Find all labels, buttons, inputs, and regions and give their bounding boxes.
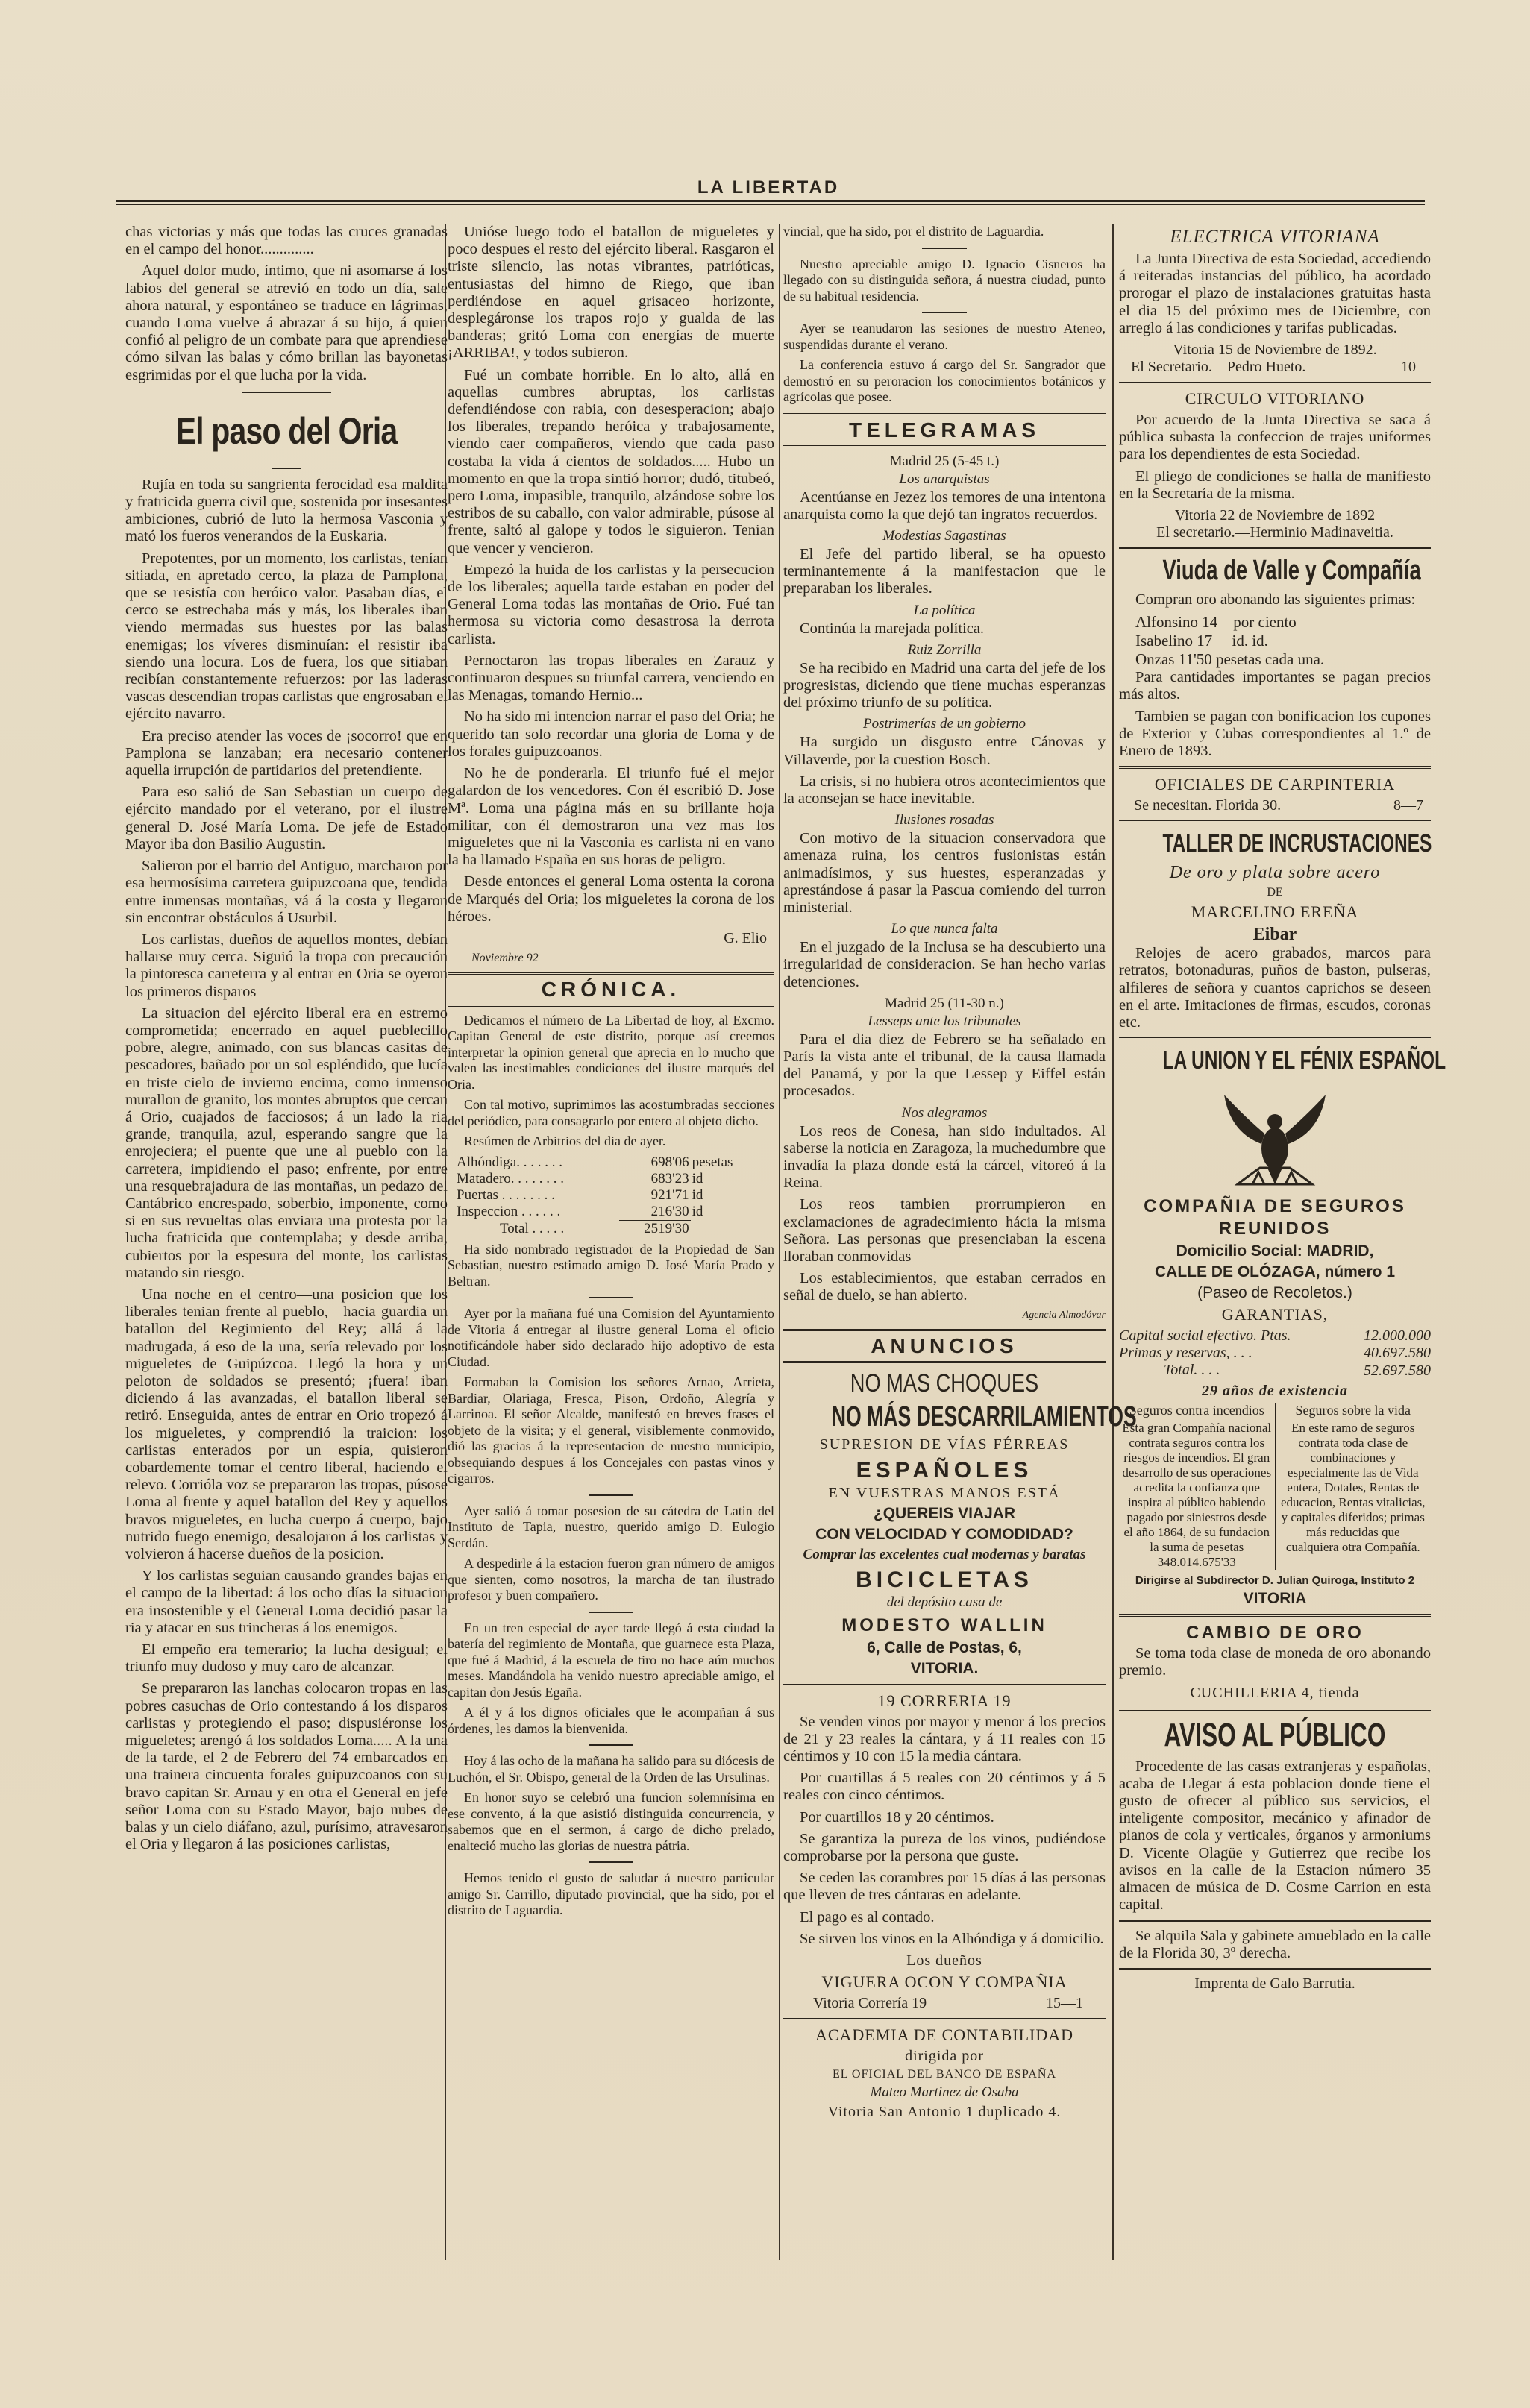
paragraph: Aquel dolor mudo, íntimo, que ni asomarse á los labios del general se atrevió en todo un día, sale ahora natural, y espontáneo se traduce en lágrimas, cuando Loma vuelve á abrazar á su hijo, á quien confió al peligro de un combate para que aprendiese cómo silvan las balas y cómo brillan las bayonetas esgrimidas por el que lucha por la vida. <box>125 263 448 383</box>
paragraph: Desde entonces el general Loma ostenta la corona de Marqués del Oria; los migueletes la corona de los héroes. <box>448 873 774 925</box>
paragraph: vincial, que ha sido, por el distrito de Laguardia. <box>783 224 1044 239</box>
ad-headline: ACADEMIA DE CONTABILIDAD <box>815 2025 1074 2045</box>
telegram-heading: Modestias Sagastinas <box>882 527 1006 544</box>
telegram-date: Madrid 25 (11-30 n.) <box>885 995 1004 1011</box>
paragraph: Ayer se reanudaron las sesiones de nuestro Ateneo, suspendidas durante el verano. <box>783 321 1106 352</box>
subheading: Seguros contra incendios <box>1129 1403 1264 1418</box>
paragraph: El empeño era temerario; la lucha desigual; el triunfo muy dudoso y muy caro de alcanzar. <box>125 1641 448 1676</box>
paragraph: Hemos tenido el gusto de saludar á nuestro particular amigo Sr. Carrillo, diputado provincial, que ha sido, por el distrito de Laguardia. <box>448 1870 774 1918</box>
paragraph: Ayer por la mañana fué una Comision del Ayuntamiento de Vitoria á entregar al ilustre general Loma el oficio notificándole haber sido declarado hijo adoptivo de esta Ciudad. <box>448 1306 774 1369</box>
table-cell: Alhóndiga. . . . . . . <box>457 1154 562 1170</box>
ad-address: CUCHILLERIA 4, tienda <box>1190 1684 1360 1701</box>
paragraph: Esta gran Compañía nacional contrata seguros contra los riesgos de incendios. El gran desarrollo de sus operaciones acredita la confianza que inspira al público habiendo pagado por siniestros desde el año 1864, de su fundacion la suma de pesetas 348.014.675'33 <box>1122 1421 1272 1570</box>
ad-text: MARCELINO EREÑA <box>1191 902 1359 922</box>
telegram-heading: Postrimerías de un gobierno <box>863 716 1026 732</box>
table-cell: 698'06 <box>650 1154 689 1170</box>
divider <box>1119 1614 1431 1617</box>
table-row <box>455 1204 756 1221</box>
ad-text: 6, Calle de Postas, 6, <box>867 1638 1022 1656</box>
masthead: LA LIBERTAD <box>697 177 840 198</box>
ad-text: Mateo Martinez de Osaba <box>870 2084 1019 2101</box>
paragraph: Ayer salió á tomar posesion de su cátedra de Latin del Instituto de Tapia, nuestro, querido amigo D. Eulogio Serdán. <box>448 1503 774 1550</box>
paragraph: Ha surgido un disgusto entre Cánovas y Villaverde, por la cuestion Bosch. <box>783 734 1106 768</box>
insurance-life <box>1276 1403 1432 1570</box>
ad-text: ¿QUEREIS VIAJAR <box>873 1504 1016 1522</box>
agency-credit: Agencia Almodóvar <box>1022 1309 1106 1321</box>
paragraph: No ha sido mi intencion narrar el paso del Oria; he querido tan solo recordar una gloria de Loma y de los forales guipuzcoanos. <box>448 708 774 760</box>
paragraph: Para cantidades importantes se pagan precios más altos. <box>1119 669 1431 703</box>
table-cell: 216'30 <box>650 1203 689 1219</box>
ad-text: CALLE DE OLÓZAGA, número 1 <box>1154 1263 1395 1281</box>
article-date: Noviembre 92 <box>471 951 539 964</box>
ad-text: Domicilio Social: MADRID, <box>1176 1242 1374 1260</box>
table-row <box>455 1154 756 1171</box>
table-cell: 2519'30 <box>619 1220 691 1237</box>
ad-address: Vitoria Correría 19 <box>813 1995 927 2012</box>
divider <box>1119 382 1431 383</box>
ad-text: DE <box>1267 886 1283 899</box>
ad-text: (Paseo de Recoletos.) <box>1197 1284 1352 1302</box>
paragraph: chas victorias y más que todas las cruces granadas en el campo del honor.............. <box>125 224 448 258</box>
paragraph: Los reos tambien prorrumpieron en exclamaciones de agradecimiento hácia la misma Señora. Las personas que presenciaban la escena lloraban conmovidas <box>783 1196 1106 1265</box>
ad-headline: Viuda de Valle y Compañía <box>1162 555 1421 587</box>
paragraph: Se prepararon las lanchas colocaron tropas en las pobres casuchas de Orio contestando á los disparos carlistas y protegiendo el paso; dispusiéronse los migueletes; arengó á los soldados Loma..... A la una de la tarde, el 2 de Febrero del 74 embarcados en una trainera cincuenta forales guipuzcoanos con su bravo capitan Sr. Arnau y en otra el General en jefe señor Loma con su Estado Mayor, bajo nubes de balas y un cielo diáfano, azul, purísimo, atravesaron el Oria y llegaron á las posiciones carlistas, <box>125 1680 448 1853</box>
guarantee-value: 40.697.580 <box>1364 1345 1431 1362</box>
table-row-total <box>455 1220 756 1237</box>
ad-headline: BICICLETAS <box>856 1567 1033 1592</box>
paragraph: En un tren especial de ayer tarde llegó á esta ciudad la batería del regimiento de Montaña, que guarnece esta Plaza, que fué á Madrid, á la escuela de tiro no hace aún muchos meses. Mandándola ha venido nuestro apreciable amigo, el capitan don Jesús Egaña. <box>448 1620 774 1700</box>
ad-footer <box>783 1995 1106 2012</box>
paragraph: Los establecimientos, que estaban cerrados en señal de duelo, se han abierto. <box>783 1270 1106 1304</box>
guarantee-label: Capital social efectivo. Ptas. <box>1119 1327 1291 1345</box>
table-cell: Total . . . . . <box>500 1220 565 1236</box>
table-cell: 683'23 <box>650 1170 689 1186</box>
ad-footer <box>1119 797 1431 814</box>
ad-text: 29 años de existencia <box>1202 1383 1348 1400</box>
paragraph: Procedente de las casas extranjeras y españolas, acaba de Llegar á esta poblacion donde tiene el gusto de ofrecer al público sus servicios, el inteligente compositor, mecánico y afinador de pianos de cola y verticales, órganos y armoniums D. Vicente Olagüe y Gutierrez que recibe los avisos en la calle de la Estacion número 35 almacen de música de D. Cosme Carrion en esta capital. <box>1119 1758 1431 1914</box>
ad-headline: 19 CORRERIA 19 <box>877 1691 1012 1710</box>
table-cell: Puertas . . . . . . . . <box>457 1186 555 1203</box>
separator <box>922 312 967 313</box>
paragraph: Se venden vinos por mayor y menor á los precios de 21 y 23 reales la cántara, y á 11 reales con 15 céntimos y 10 con 15 la media cántara. <box>783 1713 1106 1765</box>
ad-footer <box>1119 359 1431 376</box>
guarantee-value: 12.000.000 <box>1364 1327 1431 1345</box>
paragraph: Se garantiza la pureza de los vinos, pudiéndose comprobarse por la persona que guste. <box>783 1830 1106 1865</box>
column-divider <box>779 224 780 2260</box>
ad-headline: CIRCULO VITORIANO <box>1185 389 1365 409</box>
paragraph: El pliego de condiciones se halla de manifiesto en la Secretaría de la misma. <box>1119 468 1431 502</box>
ad-text: Se necesitan. Florida 30. <box>1134 797 1282 814</box>
ad-subhead: EN VUESTRAS MANOS ESTÁ <box>828 1484 1061 1501</box>
ad-date: Vitoria 15 de Noviembre de 1892. <box>1173 342 1377 359</box>
column-4 <box>1119 224 1446 1993</box>
paragraph: Rujía en toda su sangrienta ferocidad esa maldita y fratricida guerra civil que, sostenida por insesantes ambiciones, cubrió de luto la hermosa Vasconia y mató los fueros venerandos de la Euskaria. <box>125 476 448 545</box>
paragraph: Dedicamos el número de La Libertad de hoy, al Excmo. Capitan General de este distrito, porque así creemos interpretar la opinion general que aprecia en lo mucho que valen las inestimables condiciones del ilustre marqués del Oria. <box>448 1012 774 1092</box>
masthead-rule <box>116 200 1425 202</box>
table-cell: pesetas <box>692 1154 733 1170</box>
paragraph: Por cuartillos 18 y 20 céntimos. <box>800 1808 994 1826</box>
ad-text: VITORIA. <box>910 1659 979 1677</box>
ad-text: EL OFICIAL DEL BANCO DE ESPAÑA <box>832 2068 1057 2081</box>
paragraph: La situacion del ejército liberal era en estremo comprometida; encerrado en aquel pueblecillo pobre, alegre, animado, con sus blancas casitas de pescadores, bañado por un sol espléndido, que lucía en triste cielo de invierno encima, como inmenso murallon de granito, los montes abruptos que cercan á Orio, cuajados de facciosos; á un lado la ria grande, tranquila, azul, esperando sangre que la enrojeciera; el puente que une al pueblo con la carretera, impidiendo el paso; enfrente, por entre una resquebrajadura de las montañas, un pedazo del Cantábrico encrespado, soberbio, imponente, como si en sus revueltas olas enviara una protesta por la lucha fratricida que contemplaba; y desde arriba, cubiertos por la espesura del monte, los carlistas matando sin riesgo. <box>125 1005 448 1281</box>
article-signature: G. Elio <box>724 929 767 946</box>
separator <box>589 1861 633 1863</box>
ad-headline: TALLER DE INCRUSTACIONES <box>1162 829 1432 858</box>
ad-subhead: De oro y plata sobre acero <box>1169 863 1381 883</box>
guarantee-label: Primas y reservas, . . . <box>1119 1345 1252 1362</box>
ad-headline: ESPAÑOLES <box>856 1457 1033 1483</box>
separator <box>242 392 331 393</box>
paragraph: Era preciso atender las voces de ¡socorro! que en Pamplona se lanzaban; era necesario contener aquella irrupción de partidarios del pretendiente. <box>125 727 448 779</box>
guarantee-row <box>1119 1327 1431 1345</box>
ad-headline: AVISO AL PÚBLICO <box>1164 1716 1386 1753</box>
separator <box>589 1297 633 1298</box>
paragraph: Salieron por el barrio del Antiguo, marcharon por esa hermosísima carretera guipuzcoana que, tendida entre inmensas montañas, vá á la costa y llegaron sin encontrar obstáculos á Usurbil. <box>125 858 448 926</box>
divider <box>783 2018 1106 2019</box>
ad-address: Vitoria San Antonio 1 duplicado 4. <box>827 2104 1062 2121</box>
telegram-heading: Nos alegramos <box>901 1104 988 1121</box>
paragraph: No he de ponderarla. El triunfo fué el mejor galardon de los vencedores. Con él escribió D. Jose Mª. Loma una página más en su brillante hoja militar, con él demostraron una vez mas los migueletes que ni la Vasconia es carlista ni en vano la ha llamado España en sus horas de peligro. <box>448 765 774 869</box>
telegram-heading: La política <box>913 602 976 618</box>
paragraph: Nuestro apreciable amigo D. Ignacio Cisneros ha llegado con su distinguida señora, á nuestra ciudad, punto de su habitual residencia. <box>783 256 1106 304</box>
insurance-fire <box>1119 1403 1276 1570</box>
insurance-subcolumns <box>1119 1403 1431 1570</box>
paragraph: Tambien se pagan con bonificacion los cupones de Exterior y Cubas correspondientes al 1.º de Enero de 1893. <box>1119 708 1431 760</box>
ad-text: GARANTIAS, <box>1221 1305 1329 1324</box>
ad-number: 10 <box>1401 359 1416 376</box>
ad-date: Vitoria 22 de Noviembre de 1892 <box>1174 507 1376 524</box>
ad-signature: El Secretario.—Pedro Hueto. <box>1131 359 1306 376</box>
ad-headline: MODESTO WALLIN <box>841 1615 1047 1635</box>
divider <box>1119 1708 1431 1711</box>
paragraph: Relojes de acero grabados, marcos para retratos, botonaduras, puños de baston, pulseras, alfileres de señora y cuantos caprichos se deseen en el arte. Imitaciones de firmas, escudos, coronas etc. <box>1119 945 1431 1031</box>
paragraph: La conferencia estuvo á cargo del Sr. Sangrador que demostró en su peroracion los conocimientos botánicos y agrícolas que posee. <box>783 357 1106 404</box>
paragraph: Resúmen de Arbitrios del dia de ayer. <box>464 1134 666 1149</box>
paragraph: Continúa la marejada política. <box>800 620 985 637</box>
paragraph: Una noche en el centro—una posicion que los liberales tenian frente al pueblo,—hacia guardia un batallon del Regimiento del Rey; allá á la madrugada, á eso de la una, sería relevado por los migueletes de Guipúzcoa. Llegó la hora y un peloton de soldados se presentó; ¡fuera! iban diciendo á las avanzadas, el batallon liberal se retiró. Enseguida, antes de entrar en Orio tropezó á los migueletes, y comprendió la traicion: los carlistas enterados por un espía, quisieron cobardemente tomar el centro liberal, haciendo el relevo. Corrióla voz se prepararon las tropas, púsose Loma al frente y aquel batallon del Rey y aquellos bravos migueletes, en lucha cuerpo á cuerpo, bajo nutrido fuego enemigo, desalojaron á los carlistas y volvieron á hacerse dueños de la posicion. <box>125 1286 448 1563</box>
column-3 <box>783 224 1137 2124</box>
table-cell: 921'71 <box>650 1186 689 1203</box>
ad-signature: El secretario.—Herminio Madinaveitia. <box>1156 524 1393 541</box>
divider <box>1119 1968 1431 1970</box>
ad-headline: NO MAS CHOQUES <box>850 1368 1039 1398</box>
ad-signature: VIGUERA OCON Y COMPAÑIA <box>821 1972 1067 1992</box>
divider <box>1119 547 1431 549</box>
paragraph: El Jefe del partido liberal, se ha opuesto terminantemente á la manifestacion que le preparaban los liberales. <box>783 545 1106 597</box>
separator <box>589 1744 633 1746</box>
paragraph: La crisis, si no hubiera otros acontecimientos que la aconsejan se hace inevitable. <box>783 773 1106 807</box>
separator <box>589 1612 633 1613</box>
guarantee-value: 52.697.580 <box>1364 1362 1431 1380</box>
paragraph: Pernoctaron las tropas liberales en Zarauz y continuaron despues su triunfal carrera, venciendo en las Menagas, tomando Hernio... <box>448 652 774 704</box>
ad-headline: CAMBIO DE ORO <box>1186 1623 1364 1644</box>
paragraph: Por cuartillas á 5 reales con 20 céntimos y á 5 reales con cinco céntimos. <box>783 1770 1106 1804</box>
section-title-anuncios: ANUNCIOS <box>783 1329 1106 1363</box>
price-unit: id. id. <box>1232 632 1268 650</box>
guarantee-row <box>1119 1345 1431 1362</box>
ad-headline: COMPAÑIA DE SEGUROS <box>1144 1196 1406 1217</box>
table-cell: Matadero. . . . . . . . <box>457 1170 565 1186</box>
separator <box>272 468 301 469</box>
arbitrios-table <box>455 1154 756 1237</box>
ad-city: VITORIA <box>1243 1590 1307 1608</box>
paragraph: Prepotentes, por un momento, los carlistas, tenían sitiada, en apretado cerco, la plaza de Pamplona, que se resistía con heróico valor. Pasaban días, el cerco se estrechaba más y más, los liberales iban viendo mermadas sus huestes por las balas enemigas; los víveres disminuían: el resistir iba siendo una locura. Los de fuera, los que sitiaban recibían constantemente refuerzos: por las laderas vascas descendian tropas carlistas que engrosaban el ejército navarro. <box>125 550 448 723</box>
ad-number: 8—7 <box>1393 797 1423 814</box>
telegram-heading: Ilusiones rosadas <box>894 812 994 829</box>
telegram-heading: Los anarquistas <box>899 471 990 487</box>
ad-headline: ELECTRICA VITORIANA <box>1170 227 1380 247</box>
divider <box>1119 766 1431 769</box>
price-row <box>1135 632 1431 650</box>
paragraph: Los reos de Conesa, han sido indultados. Al saberse la noticia en Zaragoza, la muchedumbre que invadía la plaza donde está la cárcel, vitoreó á la Reina. <box>783 1122 1106 1192</box>
table-cell: Inspeccion . . . . . . <box>457 1204 561 1220</box>
paragraph: Para eso salió de San Sebastian un cuerpo de ejército mandado por el veterano, por el ilustre general D. José María Loma. De jefe de Estado Mayor iba don Basilio Augustin. <box>125 784 448 852</box>
ad-text: CON VELOCIDAD Y COMODIDAD? <box>815 1525 1073 1543</box>
guarantee-label: Total. . . . <box>1164 1362 1220 1379</box>
table-cell: id <box>692 1186 703 1203</box>
paragraph: Con tal motivo, suprimimos las acostumbradas secciones del periódico, para consagrarlo por entero al objeto dicho. <box>448 1097 774 1128</box>
column-2 <box>448 224 774 1923</box>
paragraph: Y los carlistas seguian causando grandes bajas en el campo de la libertad: á los ocho días la situacion era insostenible y el General Loma decidió pasar la ria y atacar en sus trincheras á los enemigos. <box>125 1568 448 1636</box>
ad-text: dirigida por <box>905 2048 984 2065</box>
ad-city: Eibar <box>1252 925 1297 945</box>
ad-headline: NO MÁS DESCARRILAMIENTOS <box>831 1401 1137 1433</box>
price-unit: por ciento <box>1233 613 1297 632</box>
table-cell: id <box>692 1170 703 1186</box>
article-headline: El paso del Oria <box>175 409 398 452</box>
ad-signature: Los dueños <box>906 1952 982 1970</box>
ad-headline: OFICIALES DE CARPINTERIA <box>1154 775 1396 794</box>
ad-number: 15—1 <box>1046 1995 1083 2012</box>
paragraph: La Junta Directiva de esta Sociedad, accediendo á reiteradas instancias del público, ha acordado prorogar el plazo de instalaciones gratuitas hasta el dia 15 del próximo mes de Diciembre, con arreglo á las condiciones y tarifas publicadas. <box>1119 251 1431 336</box>
price-row: Onzas 11'50 pesetas cada una. <box>1135 650 1325 669</box>
column-divider <box>1112 224 1114 2260</box>
ad-text: Comprar las excelentes cual modernas y baratas <box>803 1546 1086 1562</box>
telegram-heading: Lo que nunca falta <box>891 921 998 937</box>
price-label: Alfonsino 14 <box>1135 613 1218 632</box>
divider <box>1119 1920 1431 1922</box>
paragraph: Por acuerdo de la Junta Directiva se saca á pública subasta la confeccion de trajes uniformes para los dependientes de esta Sociedad. <box>1119 412 1431 463</box>
section-title-telegramas: TELEGRAMAS <box>783 413 1106 447</box>
ad-text: Dirigirse al Subdirector D. Julian Quiroga, Instituto 2 <box>1135 1574 1415 1588</box>
paragraph: Se ceden las corambres por 15 días á las personas que lleven de tres cántaras en adelante. <box>783 1870 1106 1904</box>
paragraph: El pago es al contado. <box>800 1908 935 1926</box>
paragraph: A despedirle á la estacion fueron gran número de amigos que sienten, como nosotros, la marcha de tan ilustrado profesor y buen compañero. <box>448 1556 774 1603</box>
paragraph: Se alquila Sala y gabinete amueblado en la calle de la Florida 30, 3º derecha. <box>1119 1927 1431 1961</box>
separator <box>922 248 967 249</box>
ad-subhead: SUPRESION DE VÍAS FÉRREAS <box>819 1436 1070 1453</box>
telegram-heading: Ruiz Zorrilla <box>907 641 982 658</box>
paragraph: Los carlistas, dueños de aquellos montes, debían hallarse muy cerca. Siguió la tropa con precaución la pintoresca carreterra y al entrar en Oria se oyeron los primeros disparos <box>125 931 448 1000</box>
paragraph: Unióse luego todo el batallon de migueletes y poco despues el resto del ejército liberal. Rasgaron el triste silencio, las notas vibrantes, patrióticas, entusiastas del himno de Riego, que iban perdiéndose en aquel grisaceo horizonte, desplegáronse los trapos rojo y gualda de las banderas; gritó Loma con energías de muerte ¡ARRIBA!, y todos subieron. <box>448 224 774 362</box>
paragraph: Formaban la Comision los señores Arnao, Arrieta, Bardiar, Olariaga, Fresca, Pison, Ordoño, Alegría y Larrinoa. El señor Alcalde, manifestó en breves frases el objeto de la visita; y el general, visiblemente conmovido, dió las gracias á la representacion de nuestro municipio, obsequiando despues á los Concejales con pastas vinos y cigarros. <box>448 1374 774 1486</box>
paragraph: Empezó la huida de los carlistas y la persecucion de los liberales; aquella tarde estaban en poder del General Loma todas las montañas de Orio. Fué tan hermosa su victoria como desastrosa la derrota carlista. <box>448 561 774 647</box>
paragraph: Compran oro abonando las siguientes primas: <box>1135 591 1416 609</box>
printer-credit: Imprenta de Galo Barrutia. <box>1194 1975 1355 1992</box>
column-1 <box>125 224 448 1858</box>
paragraph: Se toma toda clase de moneda de oro abonando premio. <box>1119 1645 1431 1679</box>
paragraph: Para el dia diez de Febrero se ha señalado en París la vista ante el tribunal, de la causa llamada del Panamá, y por la que Lessep y Eiffel están procesados. <box>783 1031 1106 1100</box>
paragraph: En honor suyo se celebró una funcion solemnísima en ese convento, á la que asistió distinguida concurrencia, y sabemos que en el sermon, á cargo de dicho prelado, enalteció mucho las glorias de nuestra pátria. <box>448 1790 774 1853</box>
guarantee-row <box>1119 1362 1431 1380</box>
telegram-date: Madrid 25 (5-45 t.) <box>889 453 1000 469</box>
ad-text: del depósito casa de <box>886 1594 1003 1610</box>
paragraph: Ha sido nombrado registrador de la Propiedad de San Sebastian, nuestro estimado amigo D. José María Prado y Beltran. <box>448 1241 774 1289</box>
table-row <box>455 1187 756 1204</box>
subheading: Seguros sobre la vida <box>1295 1403 1411 1418</box>
telegram-heading: Lesseps ante los tribunales <box>868 1013 1021 1029</box>
paragraph: Hoy á las ocho de la mañana ha salido para su diócesis de Luchón, el Sr. Obispo, general de la Orden de las Ursulinas. <box>448 1753 774 1785</box>
ad-headline: REUNIDOS <box>1218 1219 1332 1239</box>
paragraph: Se ha recibido en Madrid una carta del jefe de los progresistas, diciendo que tiene muchas esperanzas del próximo triunfo de su política. <box>783 659 1106 711</box>
paragraph: En el juzgado de la Inclusa se ha descubierto una irregularidad de consideracion. Se han hecho varias detenciones. <box>783 939 1106 990</box>
price-label: Isabelino 17 <box>1135 632 1213 650</box>
separator <box>589 1494 633 1496</box>
divider <box>1119 1037 1431 1040</box>
paragraph: En este ramo de seguros contrata toda clase de combinaciones y especialmente las de Vida entera, Dotales, Rentas de educacion, Rentas vitalicias, y capitales diferidos; primas más reducidas que cualquiera otra Compañía. <box>1280 1421 1426 1555</box>
ad-headline: LA UNION Y EL FÉNIX ESPAÑOL <box>1162 1046 1446 1075</box>
paragraph: Fué un combate horrible. En lo alto, allá en aquellas cumbres abruptas, los carlistas defendiéndose con rabia, con desesperacion; abajo los liberales, trepando heróica y trabajosamente, viendo caer compañeros, viendo que cada paso costaba la vida á cientos de soldados..... Hubo un momento en que la tropa sintió horror; dudó, titubeó, pero Loma, impasible, tranquilo, alzándose sobre los estribos de su caballo, con valor admirable, púsose al frente, saltó al galope y todos le siguieron. Tenian que vencer y vencieron. <box>448 366 774 556</box>
paragraph: Se sirven los vinos en la Alhóndiga y á domicilio. <box>800 1930 1104 1947</box>
divider <box>1119 820 1431 823</box>
masthead-rule-thin <box>116 204 1425 205</box>
paragraph: Con motivo de la situacion conservadora que amenaza ruina, los centros fusionistas están animadísimos, y sus huestes, esperanzadas y aprestándose á pasar la Pascua comiendo del turron ministerial. <box>783 830 1106 916</box>
table-row <box>455 1171 756 1187</box>
table-cell: id <box>692 1204 703 1220</box>
paragraph: A él y á los dignos oficiales que le acompañan á sus órdenes, les damos la bienvenida. <box>448 1705 774 1736</box>
price-row <box>1135 613 1431 632</box>
paragraph: Acentúanse en Jezez los temores de una intentona anarquista como la que dejó tan ingratos recuerdos. <box>783 488 1106 523</box>
section-title-cronica: CRÓNICA. <box>448 972 774 1007</box>
divider <box>783 1684 1106 1685</box>
phoenix-emblem-icon <box>1215 1080 1335 1192</box>
